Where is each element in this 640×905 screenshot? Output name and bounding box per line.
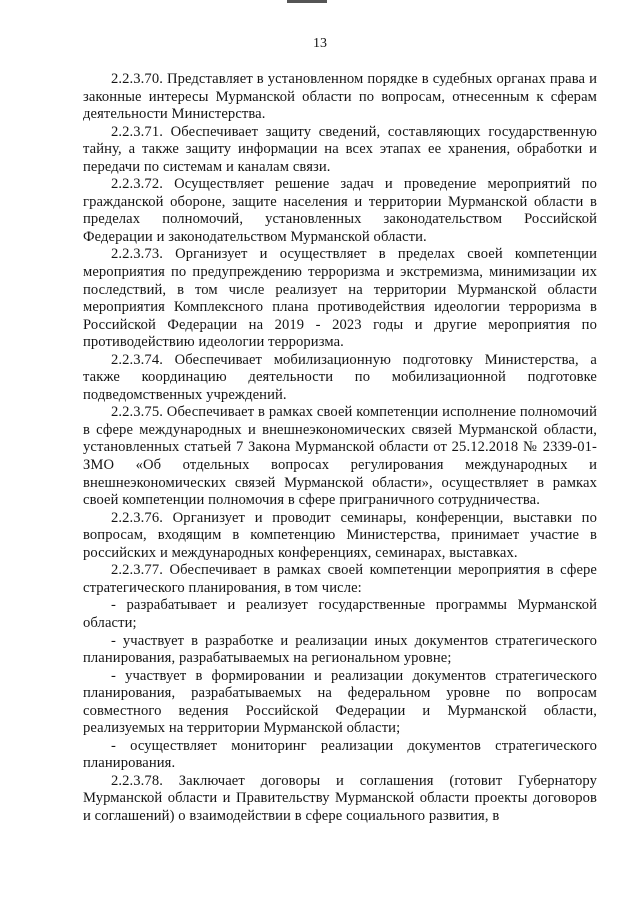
paragraph-text: Обеспечивает в рамках своей компетенции исполнение полномочий в сфере международных и внешнеэкономических связей Мурманской области, установленных статьей 7 Закона Мурманской области от 25.12.2018 № 2339-01-ЗМО «Об отдельных вопросах регулирования международных и внешнеэкономических связей Мурманской области», осуществляет в рамках своей компетенции полномочия в сфере приграничного сотрудничества. xyxy=(83,404,597,509)
paragraph-number: 2.2.3.73. xyxy=(111,246,163,263)
numbered-paragraph xyxy=(83,352,597,405)
paragraph-text: - участвует в формировании и реализации документов стратегического планирования, разрабатываемых на федеральном уровне по вопросам совместного ведения Российской Федерации и Мурманской области, реализуемых на территории Мурманской области; xyxy=(83,667,597,737)
paragraph-text: Организует и осуществляет в пределах своей компетенции мероприятия по предупреждению терроризма и экстремизма, минимизации их последствий, в том числе реализует на территории Мурманской области мероприятия Комплексного плана противодействия идеологии терроризма в Российской Федерации на 2019 - 2023 годы и другие мероприятия по противодействию идеологии терроризма. xyxy=(83,246,597,351)
numbered-paragraph xyxy=(83,124,597,177)
paragraph-number: 2.2.3.70. xyxy=(111,71,163,87)
paragraph-text: - осуществляет мониторинг реализации документов стратегического планирования. xyxy=(83,737,597,772)
list-item xyxy=(83,597,597,632)
paragraph-number: 2.2.3.77. xyxy=(111,562,163,579)
numbered-paragraph xyxy=(83,246,597,351)
paragraph-text: - разрабатывает и реализует государственные программы Мурманской области; xyxy=(83,597,597,631)
numbered-paragraph xyxy=(83,71,597,124)
paragraph-text: - участвует в разработке и реализации иных документов стратегического планирования, разрабатываемых на региональном уровне; xyxy=(83,632,597,667)
list-item xyxy=(83,633,597,668)
paragraph-number: 2.2.3.76. xyxy=(111,509,163,526)
numbered-paragraph xyxy=(83,773,597,826)
top-edge-mark xyxy=(287,0,327,3)
paragraph-text: Обеспечивает защиту сведений, составляющих государственную тайну, а также защиту информации на всех этапах ее хранения, обработки и передачи по системам и каналам связи. xyxy=(83,123,597,175)
document-body xyxy=(83,71,597,826)
paragraph-text: Организует и проводит семинары, конференции, выставки по вопросам, входящим в компетенцию Министерства, принимает участие в российских и международных конференциях, семинарах, выставках. xyxy=(83,509,597,561)
paragraph-text: Заключает договоры и соглашения (готовит Губернатору Мурманской области и Правительству Мурманской области проекты договоров и соглашений) о взаимодействии в сфере социального развития, в xyxy=(83,772,597,824)
numbered-paragraph xyxy=(83,404,597,509)
list-item xyxy=(83,668,597,738)
paragraph-text: Обеспечивает в рамках своей компетенции мероприятия в сфере стратегического планирования, в том числе: xyxy=(83,562,597,596)
paragraph-number: 2.2.3.72. xyxy=(111,176,163,193)
paragraph-number: 2.2.3.78. xyxy=(111,772,163,789)
paragraph-number: 2.2.3.74. xyxy=(111,351,163,368)
page-number: 13 xyxy=(313,36,327,51)
paragraph-text: Обеспечивает мобилизационную подготовку Министерства, а также координацию деятельности по мобилизационной подготовке подведомственных учреждений. xyxy=(83,351,597,403)
paragraph-number: 2.2.3.71. xyxy=(111,123,163,140)
paragraph-text: Представляет в установленном порядке в судебных органах права и законные интересы Мурманской области по вопросам, отнесенным к сферам деятельности Министерства. xyxy=(83,71,597,123)
numbered-paragraph xyxy=(83,510,597,563)
paragraph-text: Осуществляет решение задач и проведение мероприятий по гражданской обороне, защите населения и территории Мурманской области в пределах полномочий, установленных законодательством Российской Федерации и законодательством Мурманской области. xyxy=(83,176,597,245)
numbered-paragraph xyxy=(83,176,597,246)
list-item xyxy=(83,738,597,773)
numbered-paragraph xyxy=(83,562,597,597)
paragraph-number: 2.2.3.75. xyxy=(111,404,163,421)
